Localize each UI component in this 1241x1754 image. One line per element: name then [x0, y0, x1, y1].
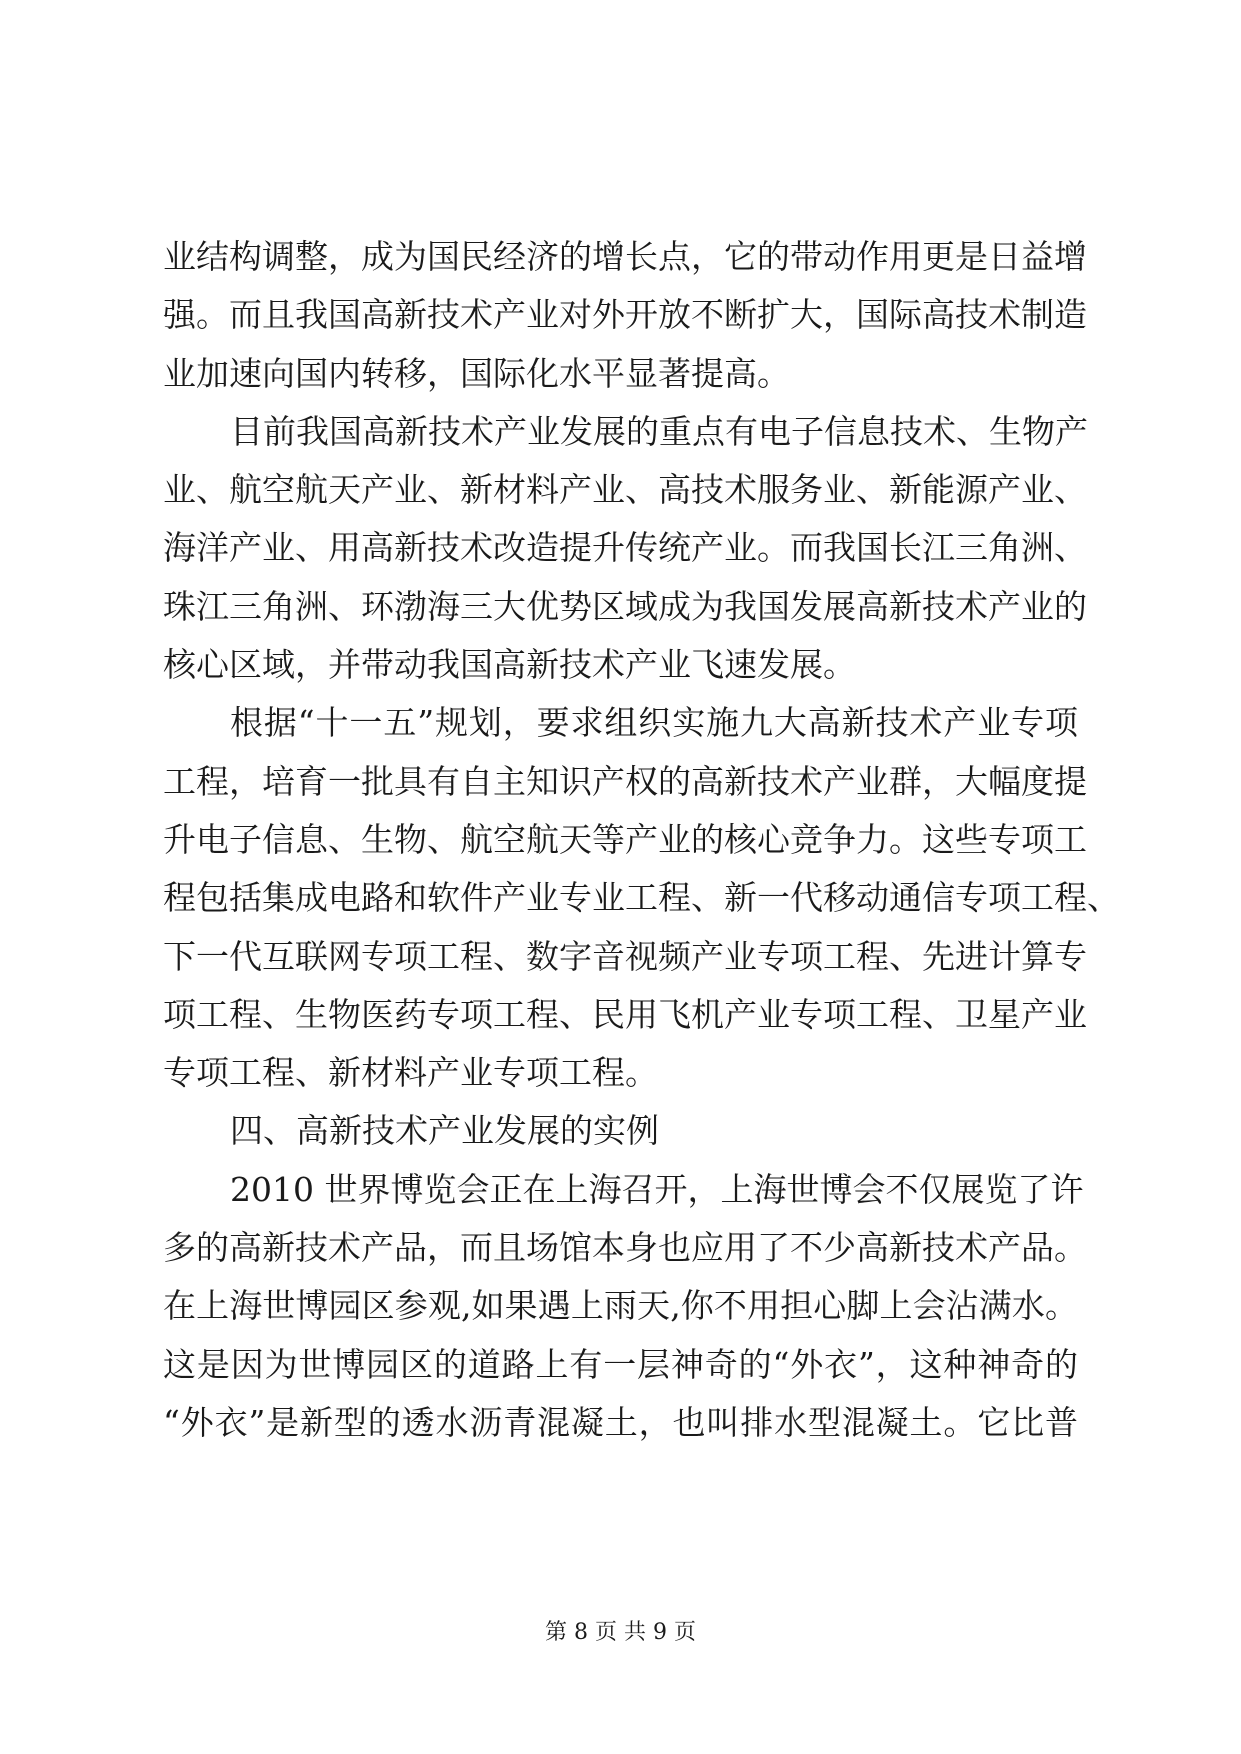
text-line: 珠江三角洲、环渤海三大优势区域成为我国发展高新技术产业的 [163, 586, 1087, 626]
text-line: 根据“十一五”规划，要求组织实施九大高新技术产业专项 [230, 703, 1078, 743]
text-line: 工程，培育一批具有自主知识产权的高新技术产业群，大幅度提 [163, 761, 1087, 801]
text-line: 在上海世博园区参观,如果遇上雨天,你不用担心脚上会沾满水。 [163, 1286, 1078, 1326]
text-line: 2010 世界博览会正在上海召开，上海世博会不仅展览了许 [230, 1169, 1084, 1209]
text-line: 目前我国高新技术产业发展的重点有电子信息技术、生物产 [230, 411, 1088, 451]
text-line: 核心区域，并带动我国高新技术产业飞速发展。 [163, 645, 856, 685]
text-line: 强。而且我国高新技术产业对外开放不断扩大，国际高技术制造 [163, 295, 1087, 335]
text-line: 项工程、生物医药专项工程、民用飞机产业专项工程、卫星产业 [163, 994, 1087, 1034]
text-line: 升电子信息、生物、航空航天等产业的核心竞争力。这些专项工 [163, 819, 1087, 859]
text-line: 多的高新技术产品，而且场馆本身也应用了不少高新技术产品。 [163, 1228, 1087, 1268]
text-line: 程包括集成电路和软件产业专业工程、新一代移动通信专项工程、 [163, 878, 1120, 918]
text-line: 海洋产业、用高新技术改造提升传统产业。而我国长江三角洲、 [163, 528, 1087, 568]
text-line: 业、航空航天产业、新材料产业、高技术服务业、新能源产业、 [163, 470, 1087, 510]
document-body [163, 228, 1120, 1452]
text-line: “外衣”是新型的透水沥青混凝土，也叫排水型混凝土。它比普 [163, 1402, 1078, 1442]
text-line: 这是因为世博园区的道路上有一层神奇的“外衣”，这种神奇的 [163, 1344, 1078, 1384]
text-line: 四、高新技术产业发展的实例 [230, 1111, 659, 1151]
text-line: 下一代互联网专项工程、数字音视频产业专项工程、先进计算专 [163, 936, 1087, 976]
page-footer: 第 8 页 共 9 页 [545, 1620, 696, 1645]
text-line: 业加速向国内转移，国际化水平显著提高。 [163, 353, 790, 393]
text-line: 专项工程、新材料产业专项工程。 [163, 1053, 658, 1093]
text-line: 业结构调整，成为国民经济的增长点，它的带动作用更是日益增 [163, 237, 1087, 276]
